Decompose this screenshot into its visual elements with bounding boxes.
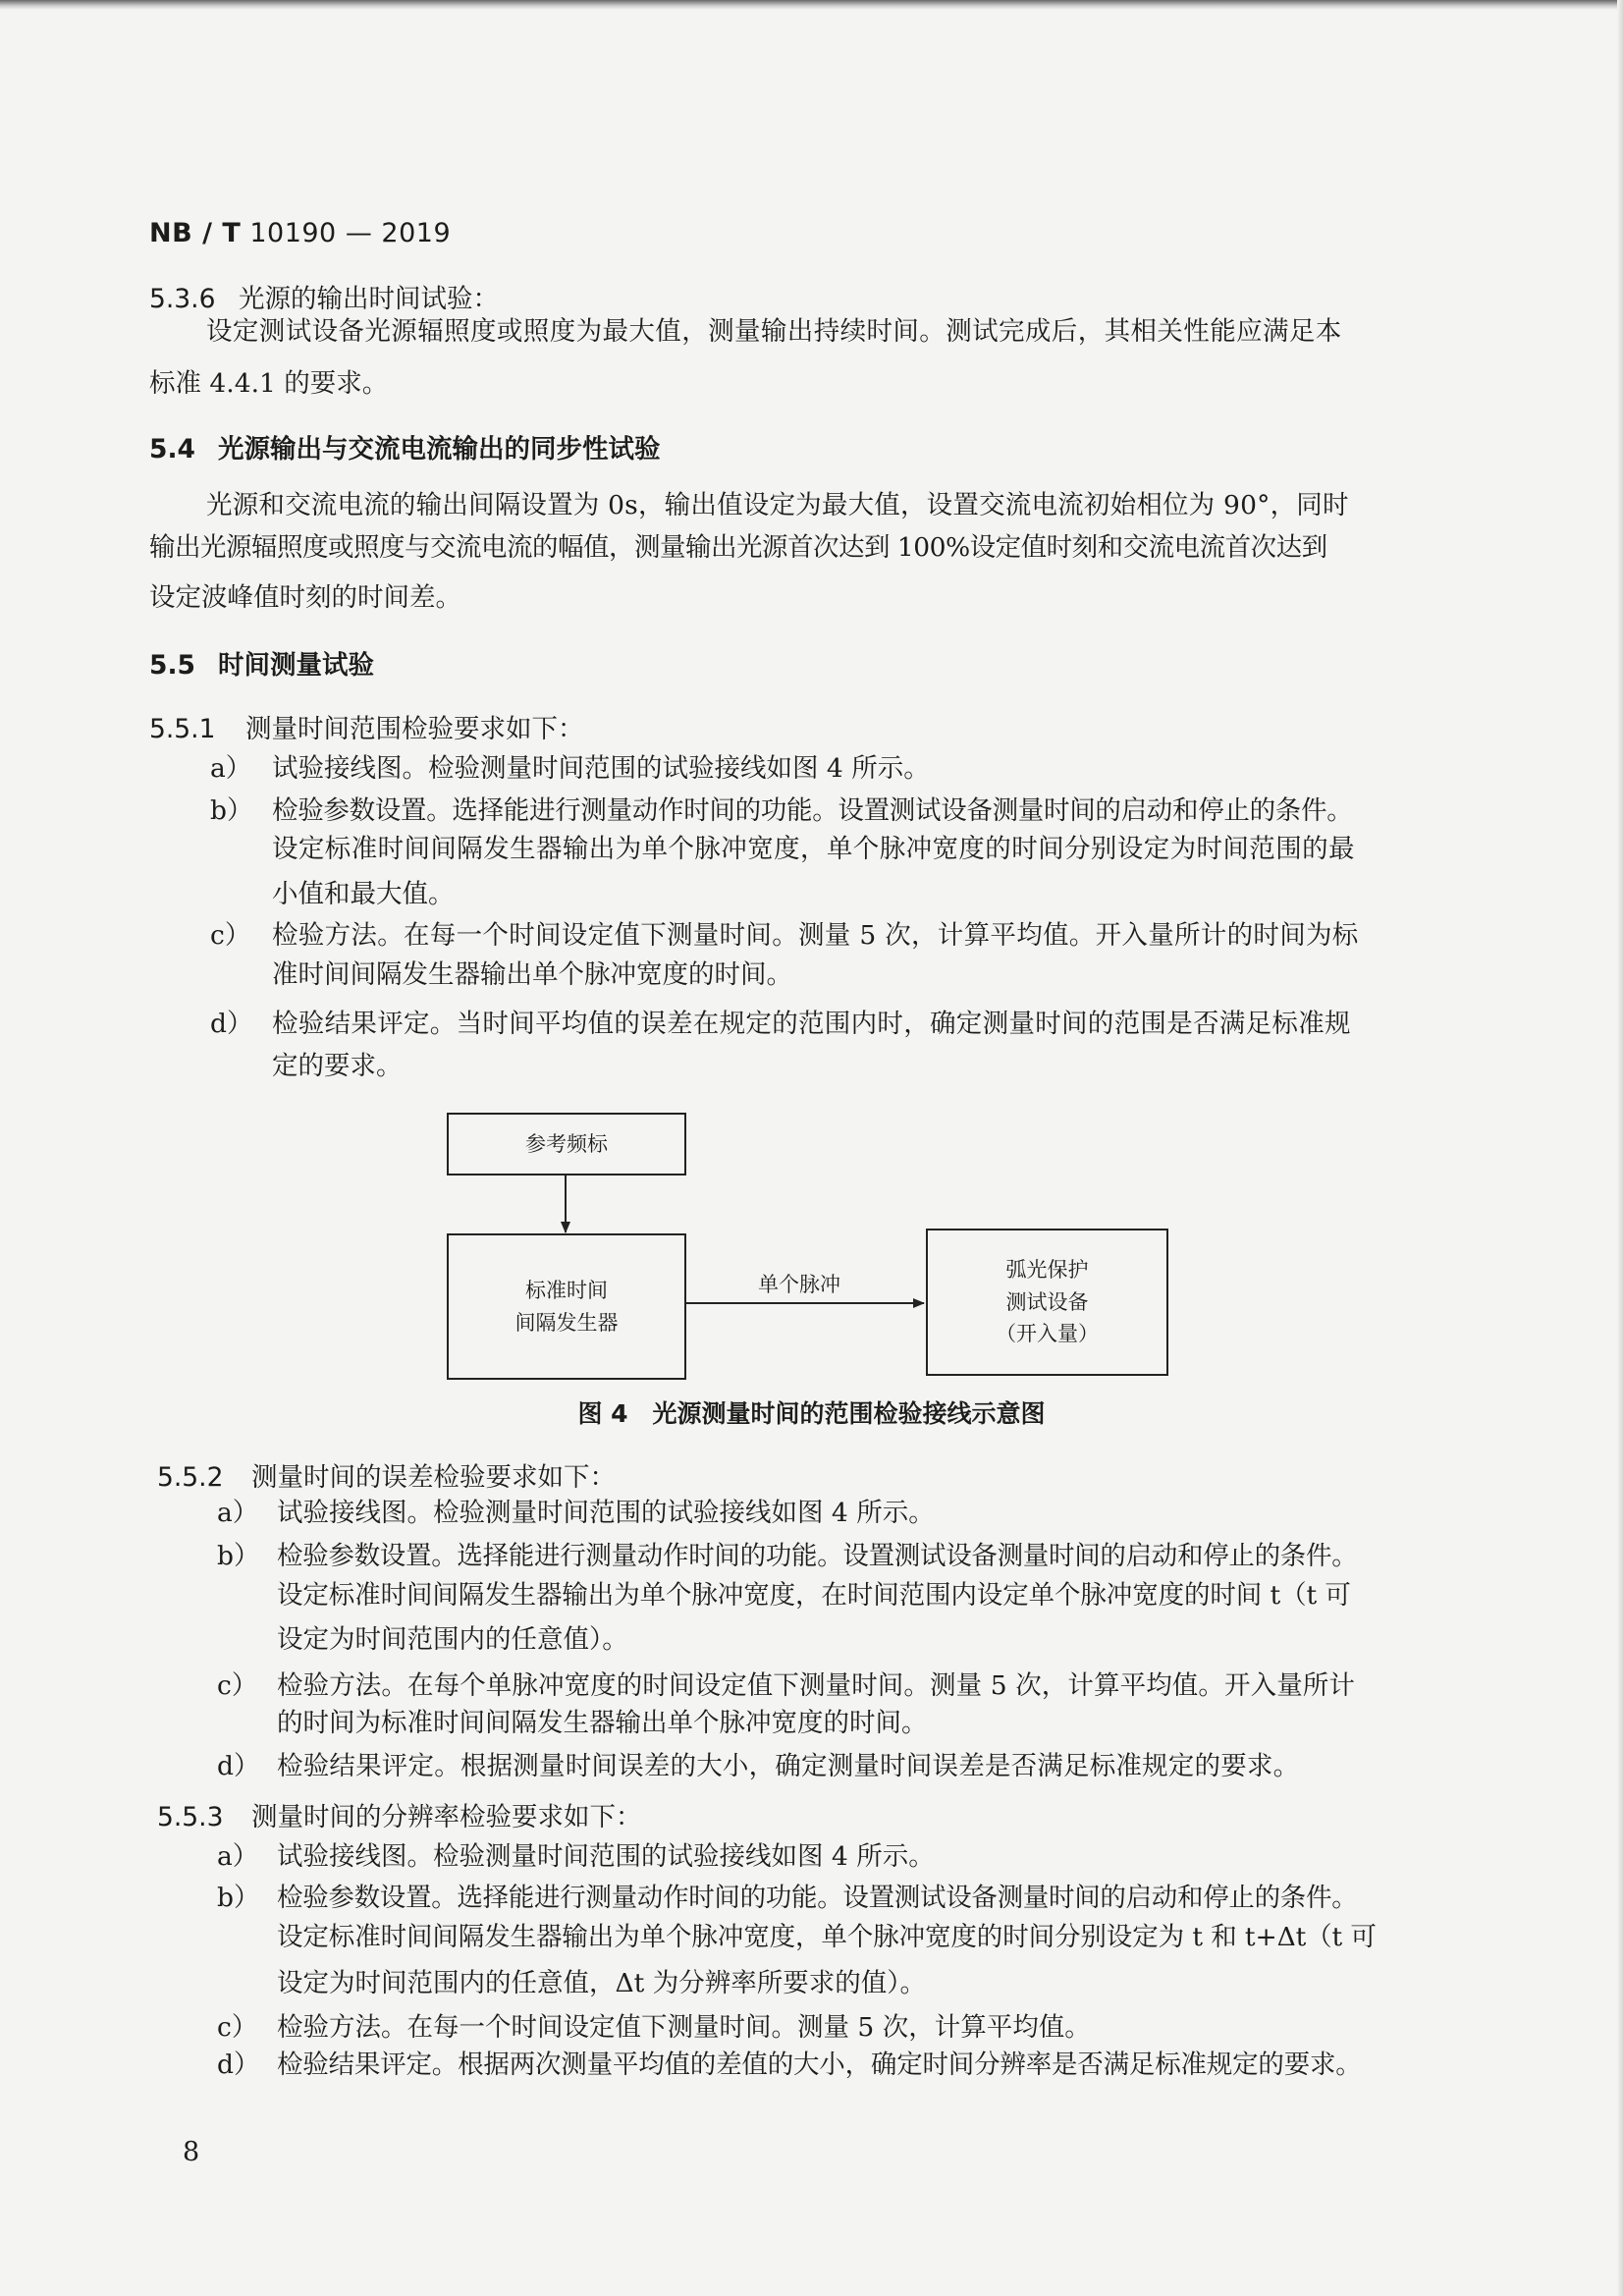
tester-label-line-1: 弧光保护 — [1005, 1258, 1089, 1283]
section-5-4-para-line-3: 设定波峰值时刻的时间差。 — [149, 582, 461, 613]
item-b-text-line-1: 检验参数设置。选择能进行测量动作时间的功能。设置测试设备测量时间的启动和停止的条件。 — [277, 1541, 1358, 1571]
generator-label-line-2: 间隔发生器 — [514, 1310, 619, 1335]
item-d-marker: d） — [217, 1751, 260, 1781]
item-a-marker: a） — [217, 1498, 259, 1528]
item-d-text-line-1: 检验结果评定。根据测量时间误差的大小，确定测量时间误差是否满足标准规定的要求。 — [277, 1751, 1300, 1781]
section-5-5-title: 时间测量试验 — [218, 650, 374, 681]
tester-label-line-3: （开入量） — [996, 1322, 1099, 1346]
item-b-text-line-3: 设定为时间范围内的任意值，Δt 为分辨率所要求的值）。 — [277, 1968, 926, 1998]
section-5-5-2-title: 测量时间的误差检验要求如下： — [251, 1462, 616, 1493]
item-d-text-line-1: 检验结果评定。当时间平均值的误差在规定的范围内时，确定测量时间的范围是否满足标准规 — [272, 1009, 1351, 1039]
item-c-text-line-1: 检验方法。在每一个时间设定值下测量时间。测量 5 次，计算平均值。 — [277, 2012, 1091, 2043]
generator-label-line-1: 标准时间 — [525, 1278, 608, 1302]
section-5-4-para-line-2: 输出光源辐照度或照度与交流电流的幅值，测量输出光源首次达到 100%设定值时刻和交流电流首次达到 — [149, 532, 1327, 563]
section-5-3-6-para-line-1: 设定测试设备光源辐照度或照度为最大值，测量输出持续时间。测试完成后，其相关性能应满足本 — [206, 316, 1342, 347]
item-d-text-line-2: 定的要求。 — [272, 1051, 403, 1081]
section-5-5-1-title: 测量时间范围检验要求如下： — [245, 714, 584, 744]
section-5-4-number: 5.4 — [149, 434, 195, 465]
item-b-text-line-2: 设定标准时间间隔发生器输出为单个脉冲宽度，单个脉冲宽度的时间分别设定为时间范围的最 — [272, 834, 1355, 864]
standard-prefix: NB / T — [149, 218, 242, 248]
item-c-marker: c） — [217, 1670, 258, 1701]
single-pulse-arrow-label: 单个脉冲 — [758, 1273, 840, 1296]
item-a-text: 试验接线图。检验测量时间范围的试验接线如图 4 所示。 — [277, 1841, 935, 1872]
item-b-text-line-3: 设定为时间范围内的任意值）。 — [277, 1624, 628, 1655]
section-5-5-3-title: 测量时间的分辨率检验要求如下： — [251, 1802, 642, 1832]
item-d-marker: d） — [217, 2050, 260, 2080]
item-a-text: 试验接线图。检验测量时间范围的试验接线如图 4 所示。 — [277, 1498, 935, 1528]
item-b-text-line-3: 小值和最大值。 — [272, 879, 455, 909]
section-5-3-6-para-line-2: 标准 4.4.1 的要求。 — [149, 368, 389, 399]
item-a-text: 试验接线图。检验测量时间范围的试验接线如图 4 所示。 — [272, 753, 930, 784]
section-5-5-2-number: 5.5.2 — [157, 1462, 224, 1493]
section-5-4-title: 光源输出与交流电流输出的同步性试验 — [218, 434, 661, 465]
section-5-5-1-number: 5.5.1 — [149, 714, 216, 744]
item-b-marker: b） — [217, 1541, 260, 1571]
item-b-marker: b） — [210, 795, 253, 826]
item-b-text-line-1: 检验参数设置。选择能进行测量动作时间的功能。设置测试设备测量时间的启动和停止的条件。 — [277, 1883, 1358, 1913]
item-b-text-line-2: 设定标准时间间隔发生器输出为单个脉冲宽度，单个脉冲宽度的时间分别设定为 t 和 t+Δt（t 可 — [277, 1922, 1377, 1952]
standard-number: 10190 — 2019 — [241, 218, 452, 248]
item-c-marker: c） — [210, 920, 251, 951]
item-d-text-line-1: 检验结果评定。根据两次测量平均值的差值的大小，确定时间分辨率是否满足标准规定的要求。 — [277, 2050, 1362, 2080]
item-c-text-line-1: 检验方法。在每一个时间设定值下测量时间。测量 5 次，计算平均值。开入量所计的时间为标 — [272, 920, 1359, 951]
page-number: 8 — [183, 2137, 200, 2167]
section-5-5-3-number: 5.5.3 — [157, 1802, 224, 1832]
section-5-3-6-title: 光源的输出时间试验： — [239, 284, 499, 314]
section-5-3-6-number: 5.3.6 — [149, 284, 216, 314]
item-d-marker: d） — [210, 1009, 253, 1039]
item-b-marker: b） — [217, 1883, 260, 1913]
section-5-5-number: 5.5 — [149, 650, 195, 681]
item-c-marker: c） — [217, 2012, 258, 2043]
item-b-text-line-1: 检验参数设置。选择能进行测量动作时间的功能。设置测试设备测量时间的启动和停止的条件。 — [272, 795, 1353, 826]
figure-4-caption: 图 4 光源测量时间的范围检验接线示意图 — [577, 1399, 1046, 1428]
item-c-text-line-2: 准时间间隔发生器输出单个脉冲宽度的时间。 — [272, 959, 792, 990]
tester-label-line-2: 测试设备 — [1005, 1289, 1089, 1314]
reference-frequency-label: 参考频标 — [525, 1131, 608, 1156]
item-b-text-line-2: 设定标准时间间隔发生器输出为单个脉冲宽度，在时间范围内设定单个脉冲宽度的时间 t（t 可 — [277, 1580, 1351, 1611]
item-c-text-line-2: 的时间为标准时间间隔发生器输出单个脉冲宽度的时间。 — [277, 1708, 928, 1738]
item-c-text-line-1: 检验方法。在每个单脉冲宽度的时间设定值下测量时间。测量 5 次，计算平均值。开入量所计 — [277, 1670, 1356, 1701]
item-a-marker: a） — [210, 753, 252, 784]
section-5-4-para-line-1: 光源和交流电流的输出间隔设置为 0s，输出值设定为最大值，设置交流电流初始相位为 90°，同时 — [206, 490, 1349, 520]
item-a-marker: a） — [217, 1841, 259, 1872]
